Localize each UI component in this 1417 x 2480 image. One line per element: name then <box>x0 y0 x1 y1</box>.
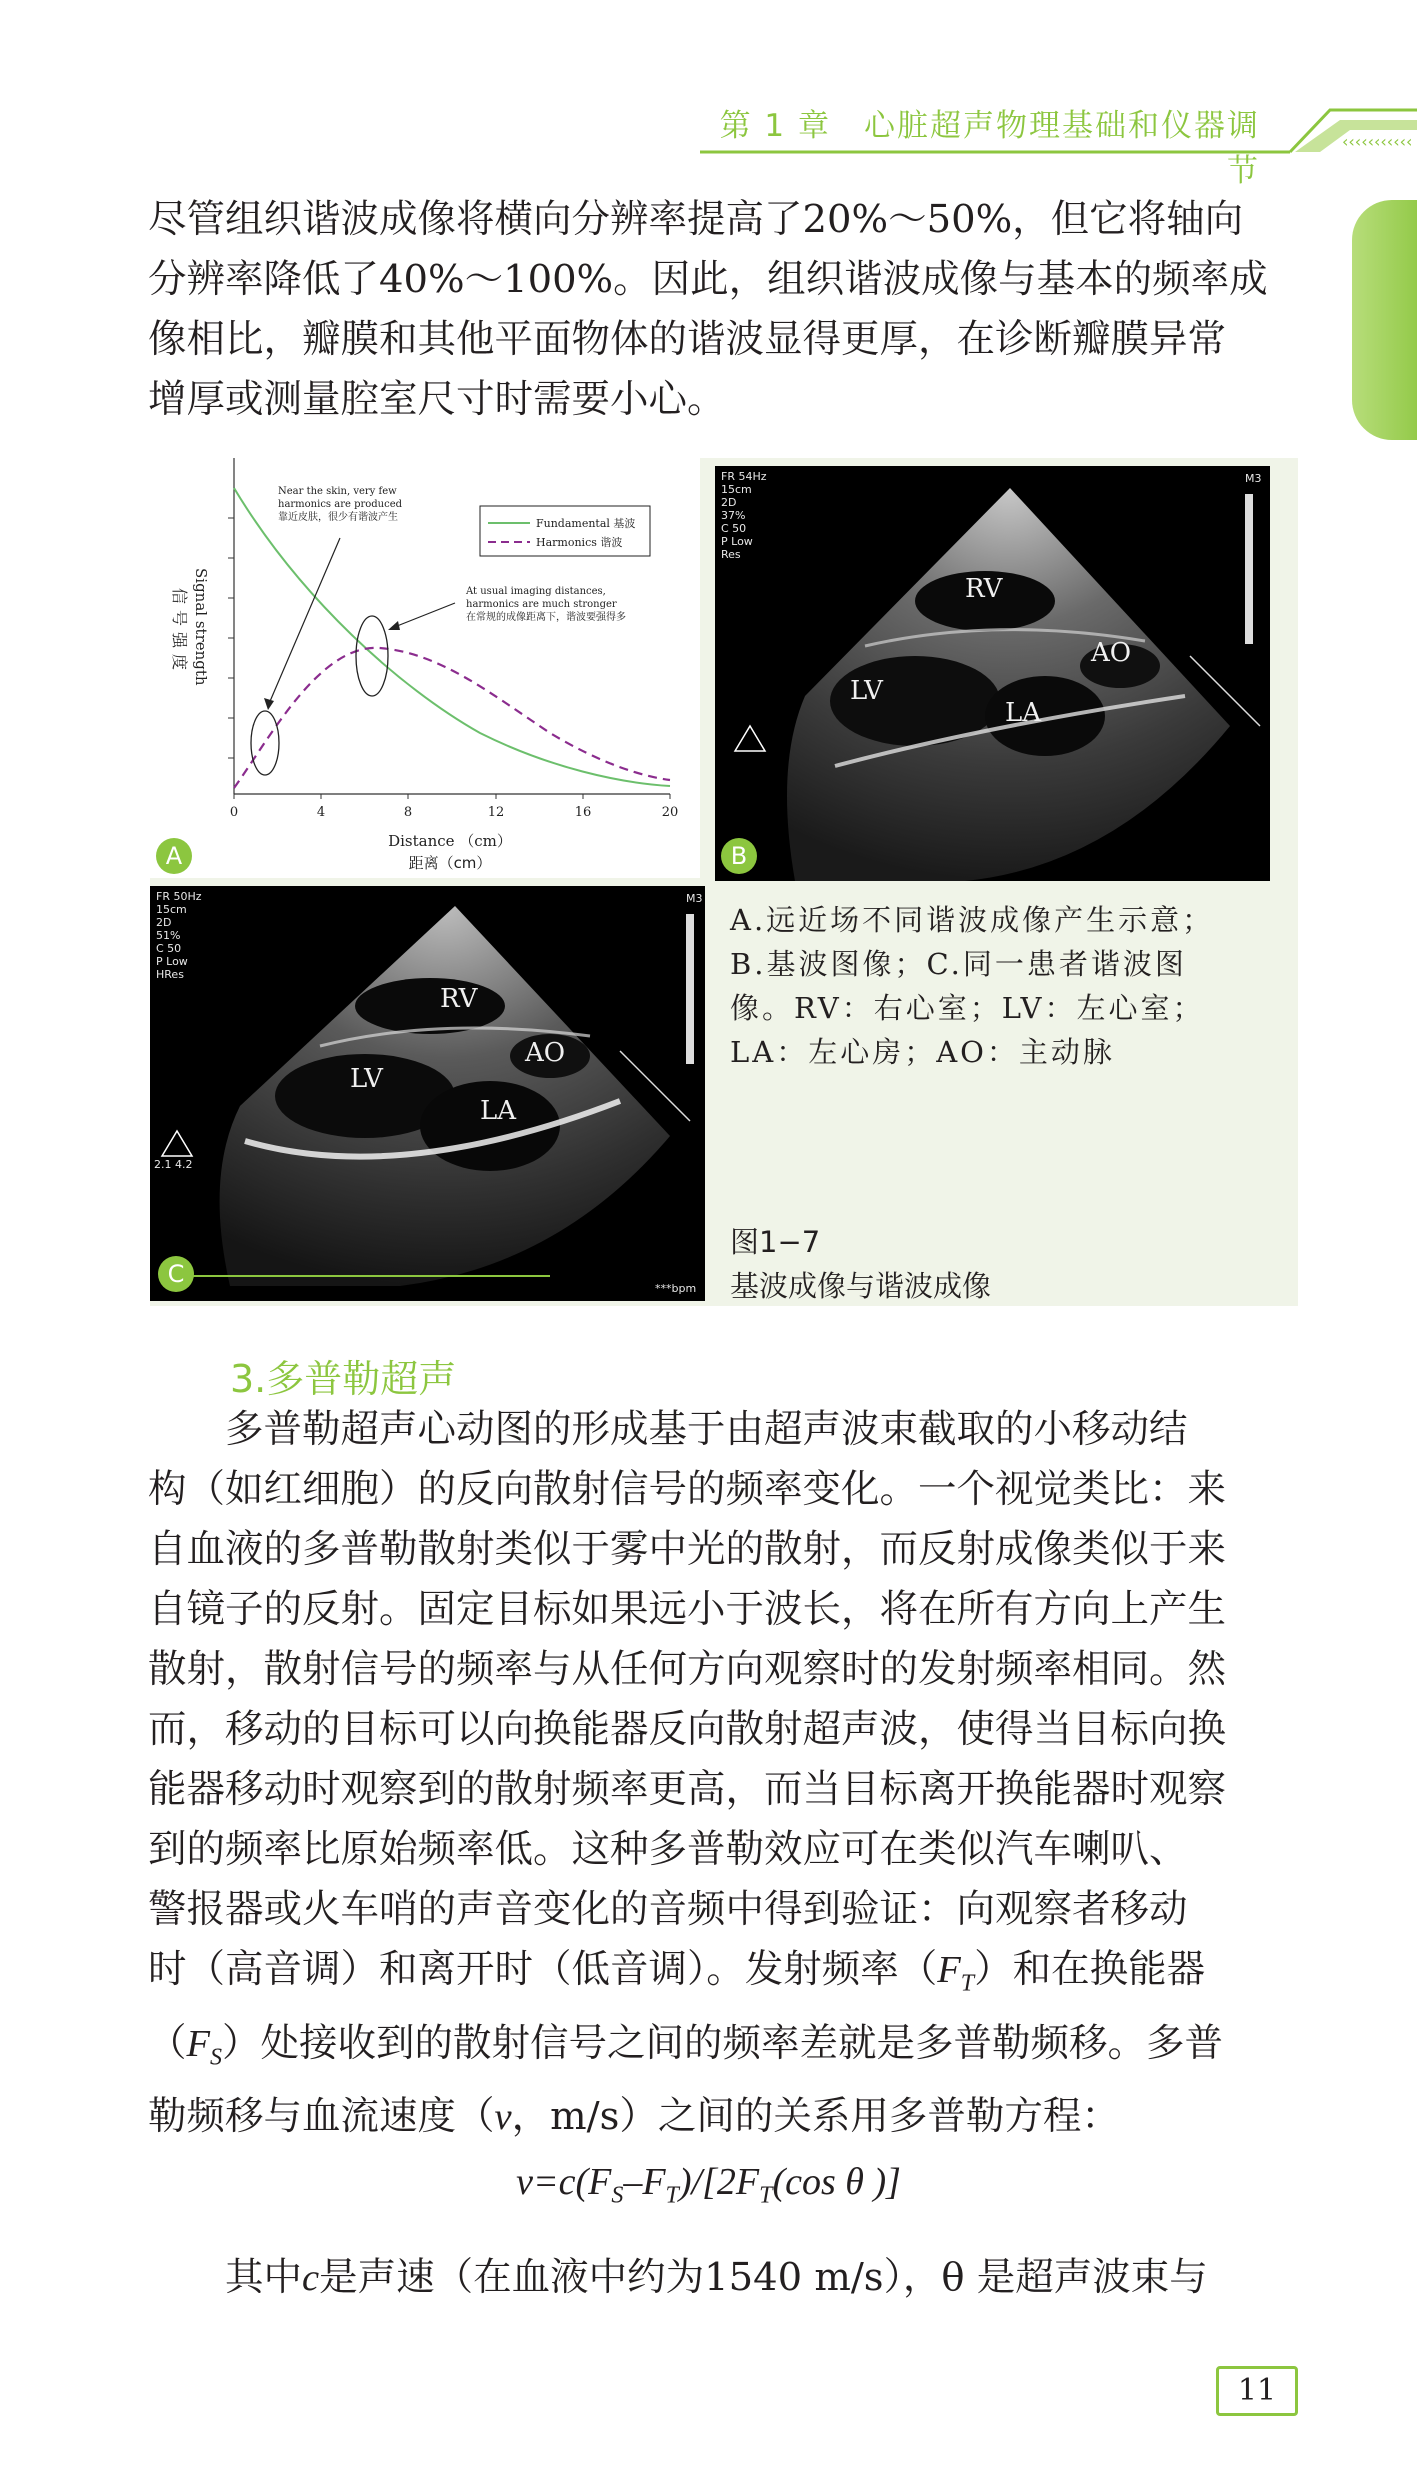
legend-fundamental: Fundamental 基波 <box>536 517 636 530</box>
signal-strength-chart <box>150 458 700 878</box>
text-line: $(F_S)$处接收到的散射信号之间的频率差就是多普勒频移。多普 <box>148 2020 1224 2071</box>
chamber-la: LA <box>1005 698 1042 728</box>
near-arrow <box>268 538 340 706</box>
svg-text:‹‹‹‹‹‹‹‹‹‹‹: ‹‹‹‹‹‹‹‹‹‹‹ <box>1342 132 1413 151</box>
annotation-near-en: Near the skin, very few <box>278 486 397 497</box>
x-tick-label: 12 <box>487 805 505 820</box>
x-tick-label: 0 <box>229 805 239 820</box>
panel-b-label: B <box>721 838 757 874</box>
text-line: 能器移动时观察到的散射频率更高，而当目标离开换能器时观察 <box>148 1767 1227 1812</box>
paragraph-1 <box>148 190 1272 430</box>
far-field-ellipse <box>356 616 388 696</box>
legend-harmonics: Harmonics 谐波 <box>536 536 623 549</box>
echo-image-b <box>715 466 1270 881</box>
near-field-ellipse <box>251 711 279 775</box>
chapter-header-title: 第 1 章 心脏超声物理基础和仪器调节 <box>719 108 1260 189</box>
echo-image-c <box>150 886 705 1301</box>
annotation-far-en: harmonics are much stronger <box>466 599 617 610</box>
x-tick-label: 20 <box>661 805 679 820</box>
text-line: 像相比，瓣膜和其他平面物体的谐波显得更厚，在诊断瓣膜异常 <box>148 317 1227 362</box>
chamber-rv: RV <box>965 574 1003 604</box>
doppler-equation: $v=c(F_S-F_T)/[2F_T(\cos$ θ )] <box>516 2161 901 2209</box>
figure-1-7 <box>150 458 1298 1306</box>
x-tick-label: 16 <box>574 805 592 820</box>
annotation-near-en: harmonics are produced <box>278 499 403 510</box>
caption-line: 像。RV：右心室；LV：左心室； <box>730 991 1205 1025</box>
text-line: 构（如红细胞）的反向散射信号的频率变化。一个视觉类比：来 <box>148 1467 1227 1512</box>
chamber-rv: RV <box>440 984 478 1014</box>
chamber-lv: LV <box>850 676 883 706</box>
text-line: 增厚或测量腔室尺寸时需要小心。 <box>148 377 726 422</box>
figure-caption <box>730 898 1214 1074</box>
panel-a <box>150 458 700 878</box>
text-line: 其中c是声速（在血液中约为1540 m/s），θ 是超声波束与 <box>148 2255 1208 2300</box>
chamber-ao: AO <box>1091 638 1132 668</box>
text-line: 尽管组织谐波成像将横向分辨率提高了20%～50%，但它将轴向 <box>148 197 1244 242</box>
text-line: 自血液的多普勒散射类似于雾中光的散射，而反射成像类似于来 <box>148 1527 1227 1572</box>
text-line: 散射，散射信号的频率与从任何方向观察时的发射频率相同。然 <box>148 1647 1227 1692</box>
far-arrow <box>392 603 455 628</box>
caption-line: B.基波图像；C.同一患者谐波图 <box>730 947 1187 981</box>
text-line: 警报器或火车哨的声音变化的音频中得到验证：向观察者移动 <box>148 1887 1188 1932</box>
x-axis-label-zh: 距离（cm） <box>408 854 492 872</box>
echo-m-label-c: M3 <box>686 892 703 905</box>
panel-b <box>715 466 1270 881</box>
chapter-side-tab <box>1352 200 1417 440</box>
echo-settings-c: FR 50Hz 15cm 2D 51% C 50 P Low HRes <box>156 890 202 981</box>
annotation-near-zh: 靠近皮肤，很少有谐波产生 <box>278 512 398 523</box>
text-line: 自镜子的反射。固定目标如果远小于波长，将在所有方向上产生 <box>148 1587 1227 1632</box>
section-title: 3.多普勒超声 <box>230 1357 457 1401</box>
echo-scale-c: 2.1 4.2 <box>154 1158 193 1171</box>
text-line: 而，移动的目标可以向换能器反向散射超声波，使得当目标向换 <box>148 1707 1227 1752</box>
caption-line: LA：左心房；AO：主动脉 <box>730 1035 1115 1069</box>
echo-m-label-b: M3 <box>1245 472 1262 485</box>
annotation-far-zh: 在常规的成像距离下，谐波要强得多 <box>466 612 626 623</box>
chamber-ao: AO <box>525 1038 566 1068</box>
text-line: 到的频率比原始频率低。这种多普勒效应可在类似汽车喇叭、 <box>148 1827 1188 1872</box>
text-line: 多普勒超声心动图的形成基于由超声波束截取的小移动结 <box>148 1407 1188 1452</box>
paragraph-3 <box>148 2248 1272 2308</box>
harmonics-curve <box>234 648 670 788</box>
text-line: 分辨率降低了40%～100%。因此，组织谐波成像与基本的频率成 <box>148 257 1268 302</box>
x-tick-label: 4 <box>316 805 326 820</box>
echo-bpm-c: ***bpm <box>655 1282 697 1295</box>
paragraph-2 <box>148 1400 1272 2147</box>
annotation-far-en: At usual imaging distances, <box>466 586 606 597</box>
caption-line: A.远近场不同谐波成像产生示意； <box>730 903 1215 937</box>
figure-title: 基波成像与谐波成像 <box>730 1269 992 1303</box>
chamber-lv: LV <box>350 1064 383 1094</box>
y-axis-label-zh: 信号强度 <box>170 588 189 677</box>
text-line: 时（高音调）和离开时（低音调）。发射频率$(F_T)$和在换能器 <box>148 1947 1206 1997</box>
text-line: 勒频移与血流速度（v，m/s）之间的关系用多普勒方程： <box>148 2094 1120 2140</box>
panel-c <box>150 886 705 1301</box>
y-axis-label-en: Signal strength <box>192 568 210 686</box>
figure-number: 图1−7 <box>730 1225 821 1259</box>
panel-c-label: C <box>158 1256 194 1292</box>
page-number: 11 <box>1216 2366 1298 2416</box>
x-tick-label: 8 <box>403 805 413 820</box>
x-axis-label-en: Distance （cm） <box>388 832 512 850</box>
panel-a-label: A <box>156 838 192 874</box>
chamber-la: LA <box>480 1096 517 1126</box>
echo-settings-b: FR 54Hz 15cm 2D 37% C 50 P Low Res <box>721 470 767 561</box>
